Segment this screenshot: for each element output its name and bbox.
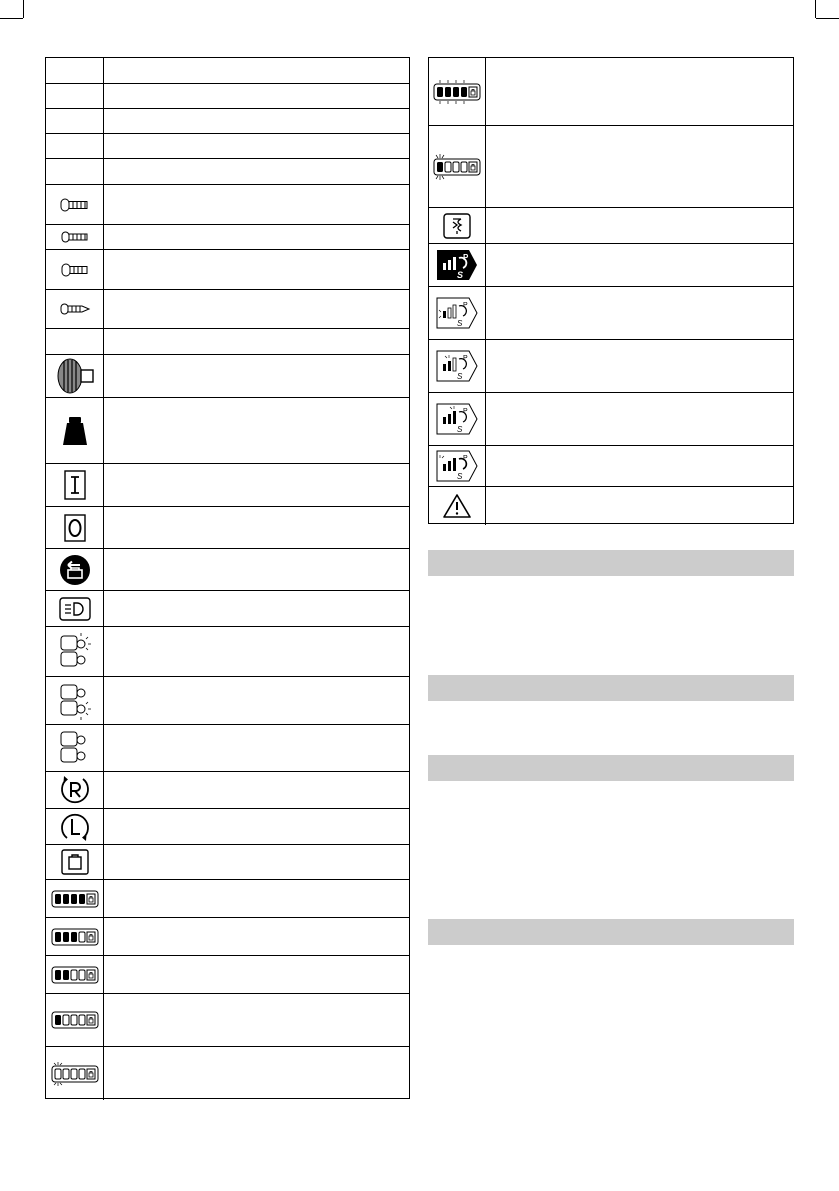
table-row [46, 185, 409, 225]
icon-cell [46, 809, 104, 844]
table-row [46, 725, 409, 772]
svg-text:P: P [463, 408, 468, 415]
icon-cell [429, 446, 486, 486]
table-row [46, 355, 409, 398]
table-row [46, 134, 409, 159]
table-row [46, 880, 409, 918]
row-text [104, 627, 409, 676]
row-text [104, 845, 409, 879]
warning-icon [442, 493, 472, 519]
row-text [104, 725, 409, 771]
row-text [104, 994, 409, 1046]
icon-cell [429, 126, 486, 207]
crop-mark [816, 18, 839, 19]
row-text [486, 287, 793, 339]
section-heading-bar [428, 675, 794, 701]
table-row [429, 446, 793, 487]
svg-text:S: S [457, 425, 463, 434]
table-row [429, 487, 793, 525]
switch-on-icon [64, 470, 86, 500]
row-text [104, 1047, 409, 1100]
row-text [104, 956, 409, 993]
symbols-table-left [45, 57, 410, 1099]
battery-first-blink-icon [432, 152, 482, 182]
table-row [46, 772, 409, 809]
row-text [104, 549, 409, 590]
table-row [46, 918, 409, 956]
icon-cell [46, 918, 104, 955]
row-text [104, 591, 409, 626]
row-text [104, 398, 409, 463]
icon-cell [429, 393, 486, 445]
icon-cell [429, 340, 486, 392]
svg-text:P: P [463, 355, 468, 362]
row-text [104, 290, 409, 328]
self-tapping-screw-icon [59, 302, 91, 316]
row-text [104, 677, 409, 724]
table-row [46, 549, 409, 591]
gear-indicator-lower-icon [58, 681, 92, 721]
icon-cell [46, 355, 104, 397]
table-row [46, 290, 409, 329]
row-text [486, 58, 793, 125]
table-row [46, 58, 409, 84]
icon-cell [429, 58, 486, 125]
gear-indicator-upper-icon [58, 632, 92, 672]
symbols-table-right [428, 57, 794, 524]
speed-mode-4-icon [435, 449, 479, 483]
row-text [104, 355, 409, 397]
svg-text:S: S [457, 270, 464, 280]
crop-mark [0, 18, 23, 19]
table-row [46, 591, 409, 627]
row-text [104, 464, 409, 506]
icon-cell [46, 398, 104, 463]
row-text [104, 772, 409, 808]
icon-cell [429, 244, 486, 286]
icon-cell [46, 880, 104, 917]
screw-icon [60, 262, 90, 278]
table-row [429, 58, 793, 126]
battery-level-1-icon [51, 1011, 99, 1029]
screw-icon [59, 197, 91, 213]
row-text [486, 126, 793, 207]
row-text [104, 809, 409, 844]
table-row [429, 340, 793, 393]
row-text [486, 393, 793, 445]
table-row [46, 677, 409, 725]
row-text [104, 84, 409, 108]
table-row [46, 109, 409, 134]
svg-text:S: S [457, 372, 463, 381]
rotation-right-icon [59, 774, 91, 806]
row-text [104, 329, 409, 354]
row-text [104, 185, 409, 224]
icon-cell [46, 134, 104, 158]
icon-cell [429, 487, 486, 525]
table-row [429, 287, 793, 340]
battery-icon [61, 849, 89, 875]
row-text [104, 880, 409, 917]
section-heading-bar [428, 550, 794, 576]
row-text [104, 507, 409, 548]
row-text [486, 244, 793, 286]
speed-mode-2-icon [435, 349, 479, 383]
row-text [104, 109, 409, 133]
table-row [46, 809, 409, 845]
icon-cell [46, 250, 104, 289]
battery-level-4-icon [51, 890, 99, 908]
icon-cell [46, 109, 104, 133]
row-text [104, 58, 409, 83]
svg-text:S: S [457, 472, 463, 481]
rotation-left-icon [59, 811, 91, 843]
svg-text:P: P [463, 302, 468, 309]
battery-level-2-icon [51, 966, 99, 984]
icon-cell [46, 994, 104, 1046]
icon-cell [46, 772, 104, 808]
icon-cell [46, 507, 104, 548]
switch-off-icon [64, 514, 86, 542]
table-row [46, 225, 409, 250]
row-text [104, 159, 409, 184]
table-row [46, 994, 409, 1047]
table-row [46, 329, 409, 355]
icon-cell [46, 185, 104, 224]
row-text [104, 134, 409, 158]
table-row [46, 398, 409, 464]
table-row [429, 244, 793, 287]
gear-indicator-off-icon [58, 728, 92, 768]
icon-cell [46, 225, 104, 249]
table-row [46, 845, 409, 880]
row-text [104, 250, 409, 289]
icon-cell [46, 329, 104, 354]
row-text [486, 487, 793, 525]
drill-mode-icon [443, 213, 471, 239]
table-row [46, 464, 409, 507]
row-text [486, 208, 793, 243]
icon-cell [46, 725, 104, 771]
icon-cell [46, 549, 104, 590]
icon-cell [46, 159, 104, 184]
icon-cell [429, 287, 486, 339]
battery-all-blink-icon [432, 79, 482, 105]
table-row [429, 393, 793, 446]
icon-cell [46, 845, 104, 879]
table-row [46, 84, 409, 109]
icon-cell [46, 1047, 104, 1100]
svg-text:P: P [463, 455, 468, 462]
icon-cell [46, 956, 104, 993]
icon-cell [46, 58, 104, 83]
svg-text:P: P [463, 253, 469, 262]
battery-level-3-icon [51, 928, 99, 946]
speed-mode-3-icon [435, 402, 479, 436]
icon-cell [46, 290, 104, 328]
crop-mark [23, 0, 24, 18]
svg-text:S: S [457, 319, 463, 328]
table-row [46, 250, 409, 290]
icon-cell [46, 591, 104, 626]
crop-mark [815, 0, 816, 18]
speed-mode-active-icon [435, 248, 479, 282]
row-text [486, 446, 793, 486]
table-row [46, 1047, 409, 1100]
clutch-ring-icon [54, 356, 96, 396]
speed-mode-1-icon [435, 296, 479, 330]
icon-cell [429, 208, 486, 243]
row-text [486, 340, 793, 392]
light-icon [59, 597, 91, 621]
weight-icon [61, 415, 89, 447]
table-row [429, 208, 793, 244]
section-heading-bar [428, 755, 794, 781]
table-row [429, 126, 793, 208]
table-row [46, 956, 409, 994]
table-row [46, 507, 409, 549]
icon-cell [46, 627, 104, 676]
screw-icon [60, 230, 90, 244]
icon-cell [46, 84, 104, 108]
row-text [104, 918, 409, 955]
battery-level-blink-icon [50, 1061, 100, 1087]
table-row [46, 627, 409, 677]
row-text [104, 225, 409, 249]
icon-cell [46, 677, 104, 724]
table-row [46, 159, 409, 185]
battery-release-icon [59, 554, 91, 586]
icon-cell [46, 464, 104, 506]
section-heading-bar [428, 919, 794, 945]
